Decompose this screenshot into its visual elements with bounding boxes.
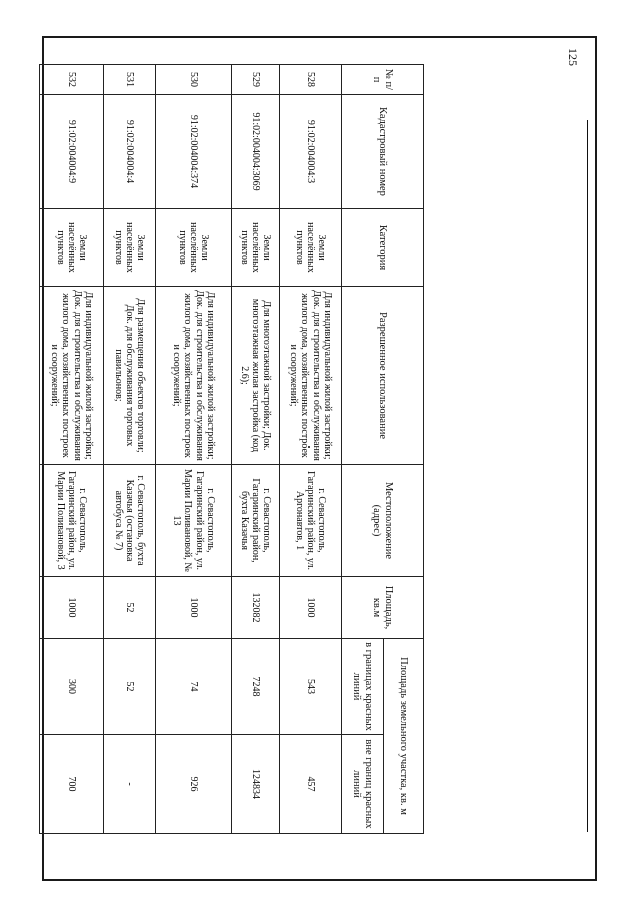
header-area: Площадь, кв.м <box>342 577 424 639</box>
header-within-red-lines: в границах красных линий <box>342 639 384 735</box>
cell-permitted-use: Для индивидуальной жилой застройки; Док. для строительства и обслуживания жилого дома, хозяйственных построек и сооружений; <box>40 287 104 465</box>
cell-location: г. Севастополь, Гагаринский район, ул. Марии Поливановой, 3 <box>40 465 104 577</box>
cell-within: 300 <box>40 639 104 735</box>
cell-cadastral: 91:02:004004:4 <box>104 95 156 209</box>
cell-num: 532 <box>40 65 104 95</box>
cell-outside: 457 <box>280 735 342 834</box>
header-plot-area: Площадь земельного участка, кв. м <box>384 639 424 834</box>
header-category: Категория <box>342 209 424 287</box>
table-row <box>104 65 156 834</box>
header-num: № п/п <box>342 65 424 95</box>
land-plots-table-wrapper <box>49 64 424 833</box>
cell-outside: 926 <box>156 735 232 834</box>
cell-cadastral: 91:02:004004:3069 <box>232 95 280 209</box>
cell-area: 52 <box>104 577 156 639</box>
header-cadastral: Кадастровый номер <box>342 95 424 209</box>
page-number: 125 <box>566 48 580 66</box>
cell-permitted-use: Для индивидуальной жилой застройки; Док. для строительства и обслуживания жилого дома, хозяйственных построек и сооружений; <box>280 287 342 465</box>
cell-category: Земли населённых пунктов <box>232 209 280 287</box>
cell-category: Земли населённых пунктов <box>104 209 156 287</box>
header-outside-red-lines: вне границ красных линий <box>342 735 384 834</box>
cell-num: 528 <box>280 65 342 95</box>
table-row <box>40 65 104 834</box>
cell-cadastral: 91:02:004004:374 <box>156 95 232 209</box>
cell-category: Земли населённых пунктов <box>40 209 104 287</box>
cell-cadastral: 91:02:004004:3 <box>280 95 342 209</box>
cell-within: 543 <box>280 639 342 735</box>
cell-num: 530 <box>156 65 232 95</box>
header-permitted-use: Разрешенное использование <box>342 287 424 465</box>
cell-permitted-use: Для размещения объектов торговли; Док. для обслуживания торговых павильонов; <box>104 287 156 465</box>
cell-location: г. Севастополь, Гагаринский район, бухта Казачья <box>232 465 280 577</box>
cell-area: 1000 <box>40 577 104 639</box>
cell-area: 1000 <box>280 577 342 639</box>
cell-within: 7248 <box>232 639 280 735</box>
land-plots-table <box>39 64 424 834</box>
cell-category: Земли населённых пунктов <box>280 209 342 287</box>
cell-location: г. Севастополь, бухта Казачья (остановка автобуса № 7) <box>104 465 156 577</box>
table-row <box>232 65 280 834</box>
cell-area: 1000 <box>156 577 232 639</box>
cell-location: г. Севастополь, Гагаринский район, ул. Марии Поливановой, № 13 <box>156 465 232 577</box>
table-row <box>280 65 342 834</box>
cell-num: 529 <box>232 65 280 95</box>
cell-category: Земли населённых пунктов <box>156 209 232 287</box>
header-location: Местоположение (адрес) <box>342 465 424 577</box>
cell-permitted-use: Для многоэтажной застройки; Док. многоэтажная жилая застройка (код 2.6); <box>232 287 280 465</box>
cell-outside: - <box>104 735 156 834</box>
table-row <box>156 65 232 834</box>
cell-num: 531 <box>104 65 156 95</box>
cell-cadastral: 91:02:004004:9 <box>40 95 104 209</box>
footer-rule <box>587 120 588 832</box>
cell-outside: 700 <box>40 735 104 834</box>
cell-permitted-use: Для индивидуальной жилой застройки; Док. для строительства и обслуживания жилого дома, хозяйственных построек и сооружений; <box>156 287 232 465</box>
cell-within: 74 <box>156 639 232 735</box>
cell-within: 52 <box>104 639 156 735</box>
cell-area: 132082 <box>232 577 280 639</box>
cell-location: г. Севастополь, Гагаринский район, ул. Аргонавтов, 1 <box>280 465 342 577</box>
cell-outside: 124834 <box>232 735 280 834</box>
